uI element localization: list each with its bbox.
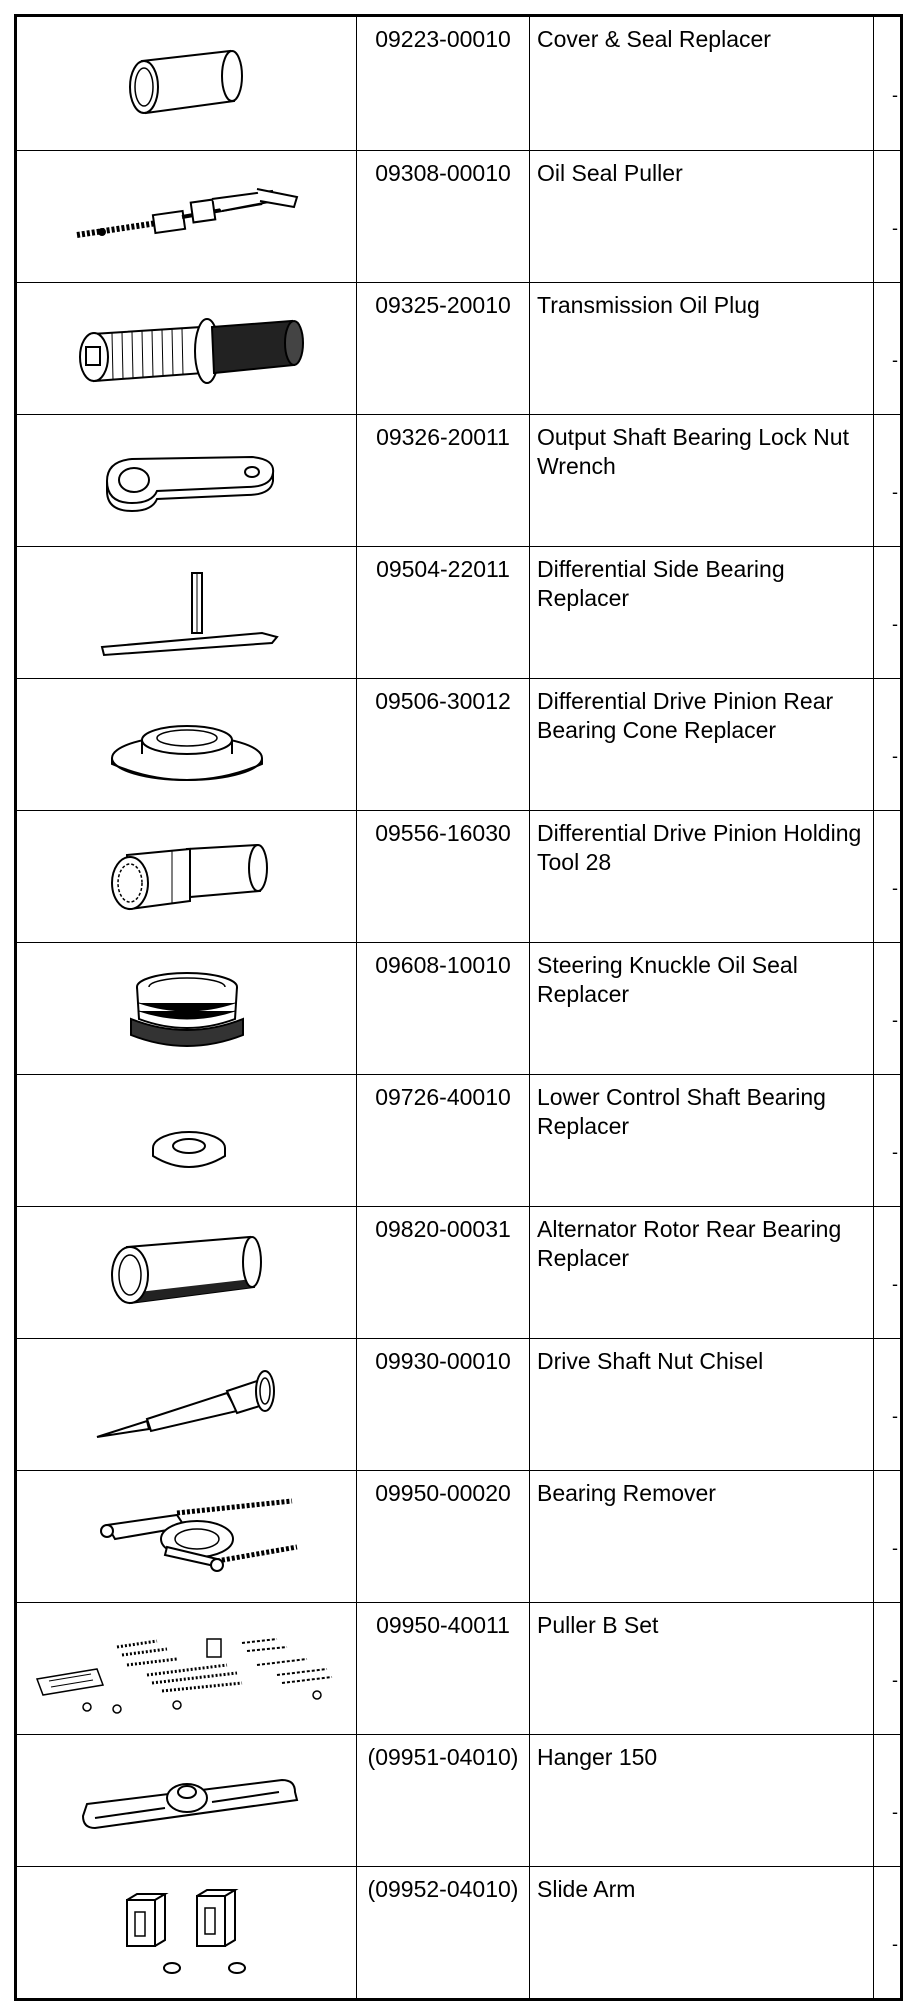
note-mark: -: [892, 1801, 898, 1822]
tool-name: Output Shaft Bearing Lock Nut Wrench: [530, 415, 874, 547]
note-cell: [874, 1867, 902, 2000]
illustration-cell: [16, 943, 357, 1075]
note-cell: [874, 679, 902, 811]
flanged-ring-icon: [97, 700, 277, 790]
seal-replacer-cup-icon: [107, 959, 267, 1059]
note-cell: [874, 415, 902, 547]
tool-name: Differential Drive Pinion Rear Bearing Cone Replacer: [530, 679, 874, 811]
illustration-cell: [16, 1339, 357, 1471]
note-cell: [874, 1339, 902, 1471]
note-cell: [874, 1603, 902, 1735]
note-cell: [874, 1207, 902, 1339]
note-cell: [874, 16, 902, 151]
note-cell: [874, 283, 902, 415]
note-mark: -: [892, 1009, 898, 1030]
part-number: 09608-10010: [357, 943, 530, 1075]
note-cell: [874, 943, 902, 1075]
illustration-cell: [16, 547, 357, 679]
slide-arm-icon: [97, 1878, 277, 1988]
note-mark: -: [892, 745, 898, 766]
illustration-cell: [16, 1471, 357, 1603]
illustration-cell: [16, 811, 357, 943]
table-row: [16, 1603, 902, 1735]
special-tools-table: [14, 14, 903, 2001]
part-number: 09504-22011: [357, 547, 530, 679]
tool-name: Transmission Oil Plug: [530, 283, 874, 415]
note-mark: -: [892, 1405, 898, 1426]
tool-name: Lower Control Shaft Bearing Replacer: [530, 1075, 874, 1207]
table-row: [16, 1339, 902, 1471]
table-row: [16, 1867, 902, 2000]
note-cell: [874, 1471, 902, 1603]
splined-socket-icon: [92, 827, 282, 927]
note-mark: -: [892, 84, 898, 105]
illustration-cell: [16, 151, 357, 283]
part-number: 09556-16030: [357, 811, 530, 943]
illustration-cell: [16, 1603, 357, 1735]
sleeve-tube-icon: [112, 39, 262, 129]
note-cell: [874, 547, 902, 679]
table-row: [16, 811, 902, 943]
tool-name: Bearing Remover: [530, 1471, 874, 1603]
illustration-cell: [16, 415, 357, 547]
note-cell: [874, 151, 902, 283]
table-row: [16, 283, 902, 415]
table-row: [16, 1207, 902, 1339]
note-mark: -: [892, 1141, 898, 1162]
small-ring-icon: [127, 1096, 247, 1186]
tool-name: Hanger 150: [530, 1735, 874, 1867]
note-mark: -: [892, 877, 898, 898]
puller-set-icon: [27, 1619, 347, 1719]
table-row: [16, 16, 902, 151]
bearing-separator-icon: [67, 1487, 307, 1587]
note-mark: -: [892, 613, 898, 634]
tool-name: Drive Shaft Nut Chisel: [530, 1339, 874, 1471]
note-mark: -: [892, 1933, 898, 1954]
illustration-cell: [16, 1735, 357, 1867]
note-mark: -: [892, 217, 898, 238]
part-number: (09952-04010): [357, 1867, 530, 2000]
tool-name: Differential Drive Pinion Holding Tool 28: [530, 811, 874, 943]
part-number: 09308-00010: [357, 151, 530, 283]
note-mark: -: [892, 1273, 898, 1294]
note-mark: -: [892, 1537, 898, 1558]
l-shaped-bar-icon: [77, 563, 297, 663]
note-cell: [874, 1075, 902, 1207]
bearing-sleeve-icon: [92, 1223, 282, 1323]
tool-name: Steering Knuckle Oil Seal Replacer: [530, 943, 874, 1075]
note-mark: -: [892, 481, 898, 502]
illustration-cell: [16, 283, 357, 415]
note-cell: [874, 1735, 902, 1867]
slide-hammer-puller-icon: [62, 177, 312, 257]
part-number: 09930-00010: [357, 1339, 530, 1471]
table-row: [16, 151, 902, 283]
table-row: [16, 1735, 902, 1867]
chisel-icon: [77, 1355, 297, 1455]
part-number: (09951-04010): [357, 1735, 530, 1867]
part-number: 09950-00020: [357, 1471, 530, 1603]
part-number: 09223-00010: [357, 16, 530, 151]
part-number: 09726-40010: [357, 1075, 530, 1207]
part-number: 09950-40011: [357, 1603, 530, 1735]
hanger-bar-icon: [67, 1756, 307, 1846]
part-number: 09506-30012: [357, 679, 530, 811]
table-row: [16, 547, 902, 679]
part-number: 09820-00031: [357, 1207, 530, 1339]
tool-name: Puller B Set: [530, 1603, 874, 1735]
illustration-cell: [16, 679, 357, 811]
illustration-cell: [16, 1075, 357, 1207]
lock-nut-wrench-icon: [87, 441, 287, 521]
tool-name: Differential Side Bearing Replacer: [530, 547, 874, 679]
note-mark: -: [892, 349, 898, 370]
table-row: [16, 415, 902, 547]
illustration-cell: [16, 16, 357, 151]
threaded-plug-icon: [52, 299, 322, 399]
note-cell: [874, 811, 902, 943]
illustration-cell: [16, 1867, 357, 2000]
illustration-cell: [16, 1207, 357, 1339]
table-row: [16, 1471, 902, 1603]
note-mark: -: [892, 1669, 898, 1690]
part-number: 09325-20010: [357, 283, 530, 415]
tool-name: Cover & Seal Replacer: [530, 16, 874, 151]
tool-name: Oil Seal Puller: [530, 151, 874, 283]
table-row: [16, 679, 902, 811]
table-row: [16, 943, 902, 1075]
table-row: [16, 1075, 902, 1207]
tool-name: Slide Arm: [530, 1867, 874, 2000]
part-number: 09326-20011: [357, 415, 530, 547]
tool-name: Alternator Rotor Rear Bearing Replacer: [530, 1207, 874, 1339]
